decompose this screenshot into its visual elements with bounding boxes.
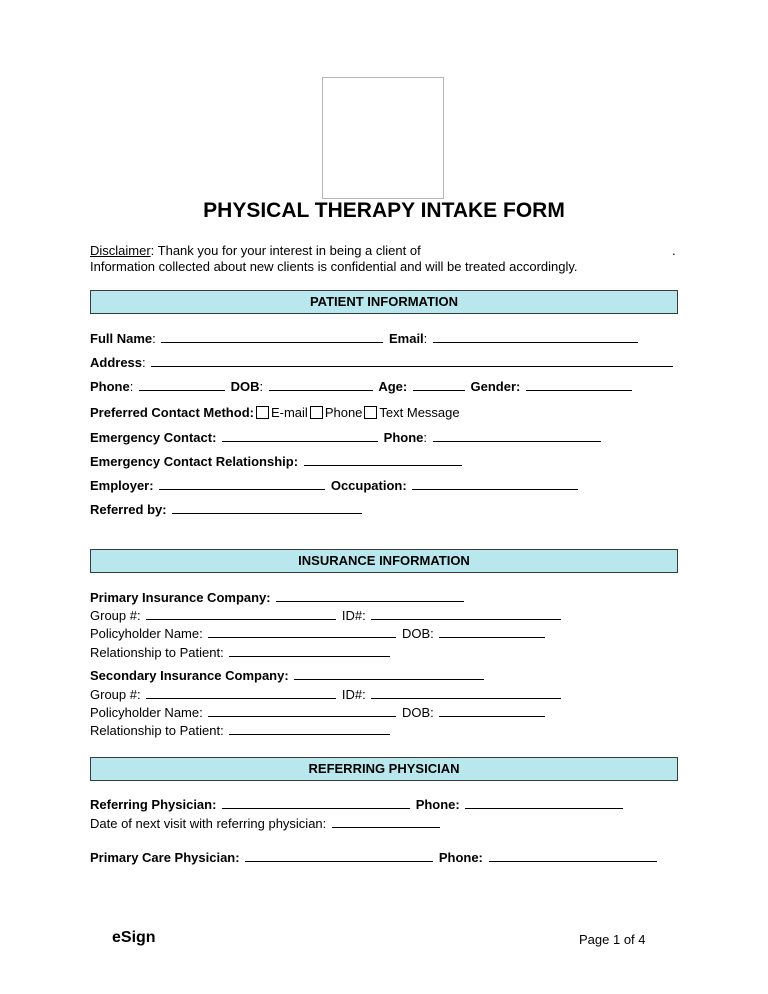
text-message-option-label: Text Message xyxy=(379,405,460,420)
phone-field[interactable] xyxy=(139,379,225,391)
referring-phone-label: Phone: xyxy=(415,797,460,812)
secondary-id-field[interactable] xyxy=(371,687,561,699)
secondary-dob-label: DOB: xyxy=(401,705,434,720)
primary-group-field[interactable] xyxy=(146,608,336,620)
section-header-patient: PATIENT INFORMATION xyxy=(90,290,678,314)
dob-label: DOB xyxy=(230,379,260,394)
row-primary-policyholder xyxy=(90,626,547,641)
employer-label: Employer: xyxy=(90,478,154,493)
primary-id-label: ID#: xyxy=(341,608,366,623)
referred-by-label: Referred by: xyxy=(90,502,167,517)
secondary-id-label: ID#: xyxy=(341,687,366,702)
referring-physician-label: Referring Physician: xyxy=(90,797,217,812)
row-emergency-relationship xyxy=(90,454,464,469)
primary-care-phone-label: Phone: xyxy=(438,850,483,865)
age-field[interactable] xyxy=(413,379,465,391)
disclaimer-label: Disclaimer xyxy=(90,243,151,258)
primary-care-phone-field[interactable] xyxy=(489,850,657,862)
page-number: Page 1 of 4 xyxy=(579,932,646,947)
section-header-physician: REFERRING PHYSICIAN xyxy=(90,757,678,781)
row-secondary-relationship xyxy=(90,723,392,738)
next-visit-label: Date of next visit with referring physician: xyxy=(90,816,327,831)
emergency-phone-label: Phone xyxy=(383,430,424,445)
row-next-visit xyxy=(90,816,442,831)
row-referring-physician xyxy=(90,797,625,812)
emergency-relationship-label: Emergency Contact Relationship: xyxy=(90,454,299,469)
referring-phone-field[interactable] xyxy=(465,797,623,809)
row-primary-relationship xyxy=(90,645,392,660)
primary-policyholder-field[interactable] xyxy=(208,626,396,638)
next-visit-field[interactable] xyxy=(332,816,440,828)
row-secondary-group-id xyxy=(90,687,563,702)
referred-by-field[interactable] xyxy=(172,502,362,514)
row-fullname-email: Full Name: Email: xyxy=(90,331,640,346)
primary-care-label: Primary Care Physician: xyxy=(90,850,240,865)
secondary-relationship-field[interactable] xyxy=(229,723,390,735)
esign-logo: eSign xyxy=(112,929,156,946)
row-emergency-contact: Emergency Contact: Phone: xyxy=(90,430,603,445)
disclaimer-line-2: Information collected about new clients is confidential and will be treated accordingly. xyxy=(90,259,578,274)
row-employer-occupation xyxy=(90,478,580,493)
secondary-dob-field[interactable] xyxy=(439,705,545,717)
secondary-policyholder-field[interactable] xyxy=(208,705,396,717)
email-field[interactable] xyxy=(433,331,638,343)
dob-field[interactable] xyxy=(269,379,373,391)
secondary-relationship-label: Relationship to Patient: xyxy=(90,723,224,738)
text-message-checkbox[interactable] xyxy=(364,406,377,419)
preferred-contact-label: Preferred Contact Method: xyxy=(90,405,254,420)
primary-insurance-field[interactable] xyxy=(276,590,464,602)
row-secondary-policyholder xyxy=(90,705,547,720)
gender-field[interactable] xyxy=(526,379,632,391)
secondary-insurance-field[interactable] xyxy=(294,668,484,680)
primary-policyholder-label: Policyholder Name: xyxy=(90,626,203,641)
row-secondary-insurance xyxy=(90,668,486,683)
primary-relationship-label: Relationship to Patient: xyxy=(90,645,224,660)
phone-label: Phone xyxy=(90,379,130,394)
row-primary-care-physician xyxy=(90,850,659,865)
emergency-contact-label: Emergency Contact: xyxy=(90,430,217,445)
occupation-label: Occupation: xyxy=(330,478,407,493)
primary-dob-field[interactable] xyxy=(439,626,545,638)
phone-option-label: Phone xyxy=(324,405,363,420)
emergency-relationship-field[interactable] xyxy=(304,454,462,466)
secondary-insurance-label: Secondary Insurance Company: xyxy=(90,668,289,683)
row-primary-group-id xyxy=(90,608,563,623)
address-label: Address xyxy=(90,355,143,370)
section-header-insurance: INSURANCE INFORMATION xyxy=(90,549,678,573)
disclaimer-text-1: : Thank you for your interest in being a client of xyxy=(150,243,421,258)
secondary-group-field[interactable] xyxy=(146,687,336,699)
primary-insurance-label: Primary Insurance Company: xyxy=(90,590,271,605)
emergency-contact-field[interactable] xyxy=(222,430,378,442)
disclaimer-period: . xyxy=(672,243,676,258)
row-referred-by xyxy=(90,502,364,517)
primary-group-label: Group #: xyxy=(90,608,141,623)
phone-checkbox[interactable] xyxy=(310,406,323,419)
primary-care-field[interactable] xyxy=(245,850,433,862)
secondary-policyholder-label: Policyholder Name: xyxy=(90,705,203,720)
emergency-phone-field[interactable] xyxy=(433,430,601,442)
row-address: Address: xyxy=(90,355,675,370)
row-primary-insurance xyxy=(90,590,466,605)
occupation-field[interactable] xyxy=(412,478,578,490)
row-preferred-contact xyxy=(90,405,460,420)
referring-physician-field[interactable] xyxy=(222,797,410,809)
age-label: Age: xyxy=(378,379,408,394)
full-name-field[interactable] xyxy=(161,331,383,343)
primary-id-field[interactable] xyxy=(371,608,561,620)
primary-dob-label: DOB: xyxy=(401,626,434,641)
employer-field[interactable] xyxy=(159,478,325,490)
secondary-group-label: Group #: xyxy=(90,687,141,702)
email-option-label: E-mail xyxy=(270,405,308,420)
email-checkbox[interactable] xyxy=(256,406,269,419)
address-field[interactable] xyxy=(151,355,673,367)
form-title: PHYSICAL THERAPY INTAKE FORM xyxy=(203,199,565,222)
full-name-label: Full Name xyxy=(90,331,153,346)
row-phone-dob-age-gender: Phone: DOB: Age: Gender: xyxy=(90,379,634,394)
email-label: Email xyxy=(388,331,424,346)
gender-label: Gender: xyxy=(470,379,521,394)
disclaimer-line-1 xyxy=(90,243,421,258)
primary-relationship-field[interactable] xyxy=(229,645,390,657)
logo-placeholder xyxy=(322,77,444,199)
